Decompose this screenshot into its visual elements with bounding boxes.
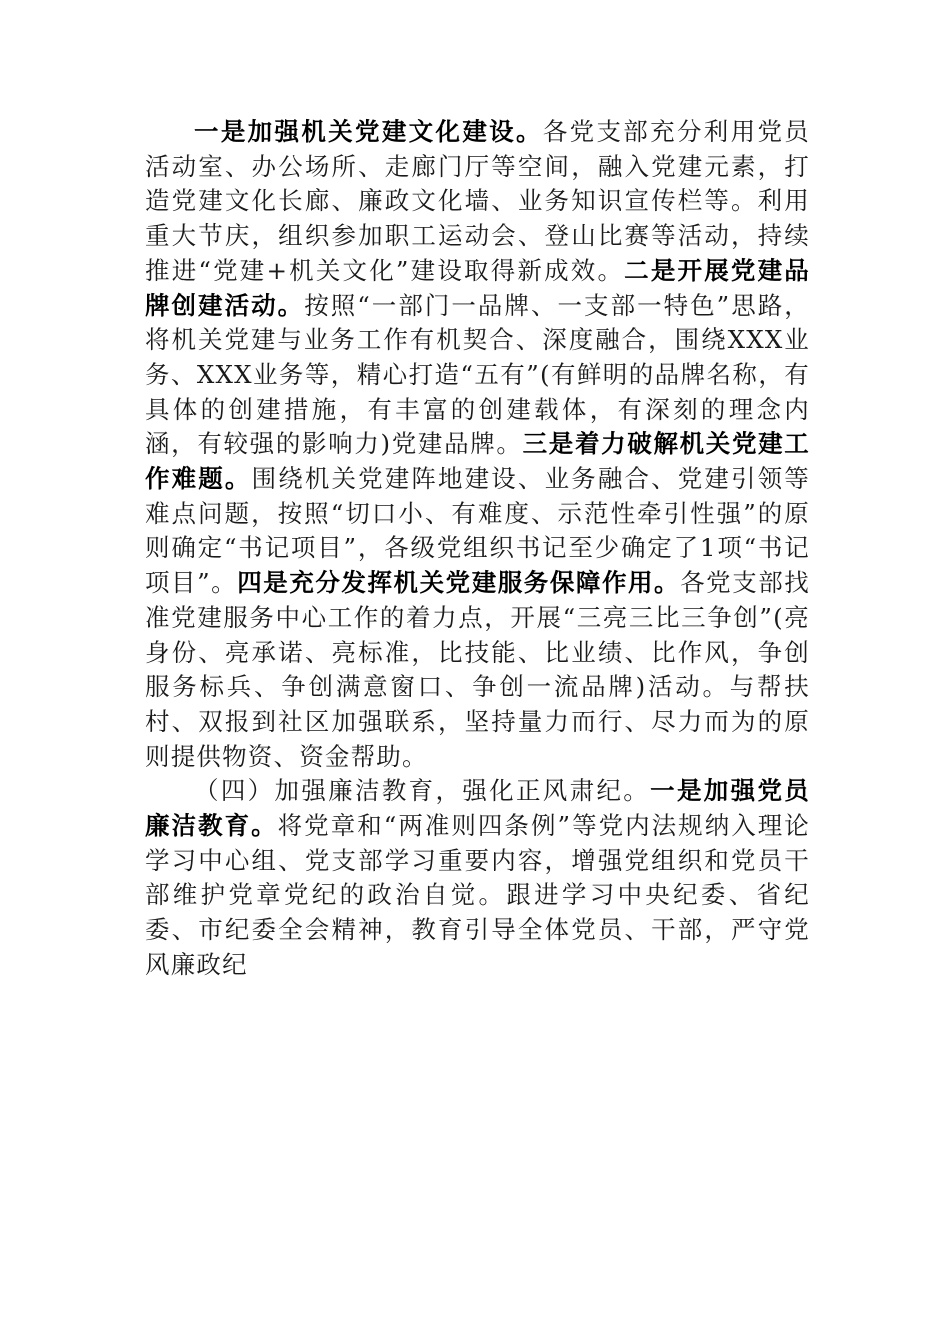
heading-brand-building: 二是开展党建品牌创建活动。: [145, 255, 810, 320]
heading-service-guarantee: 四是充分发挥机关党建服务保障作用。: [237, 568, 681, 598]
section-title-integrity: （四）加强廉洁教育，强化正风肃纪。: [194, 776, 651, 806]
body-strengthen-culture: 各党支部充分利用党员活动室、办公场所、走廊门厅等空间，融入党建元素，打造党建文化长廊、廉政文化墙、业务知识宣传栏等。利用重大节庆，组织参加职工运动会、登山比赛等活动，持续推进“党建+机关文化”建设取得新成效。: [145, 117, 810, 285]
heading-strengthen-culture: 一是加强机关党建文化建设。: [194, 117, 543, 146]
body-solve-problems: 围绕机关党建阵地建设、业务融合、党建引领等难点问题，按照“切口小、有难度、示范性牵引性强”的原则确定“书记项目”，各级党组织书记至少确定了1项“书记项目”。: [145, 464, 810, 598]
heading-solve-problems: 三是着力破解机关党建工作难题。: [145, 429, 811, 494]
body-brand-building: 按照“一部门一品牌、一支部一特色”思路，将机关党建与业务工作有机契合、深度融合，围绕XXX业务、XXX业务等，精心打造“五有”(有鲜明的品牌名称，有具体的创建措施，有丰富的创建载体，有深刻的理念内涵，有较强的影响力)党建品牌。: [145, 290, 810, 459]
body-service-guarantee: 各党支部找准党建服务中心工作的着力点，开展“三亮三比三争创”(亮身份、亮承诺、亮标准，比技能、比业绩、比作风，争创服务标兵、争创满意窗口、争创一流品牌)活动。与帮扶村、双报到社区加强联系，坚持量力而行、尽力而为的原则提供物资、资金帮助。: [145, 568, 810, 771]
heading-integrity-education: 一是加强党员廉洁教育。: [145, 776, 810, 841]
body-integrity-education: 将党章和“两准则四条例”等党内法规纳入理论学习中心组、党支部学习重要内容，增强党组织和党员干部维护党章党纪的政治自觉。跟进学习中央纪委、省纪委、市纪委全会精神，教育引导全体党员、干部，严守党风廉政纪: [145, 811, 811, 979]
paragraph-party-culture: [145, 115, 810, 774]
document-body: [145, 115, 810, 983]
paragraph-integrity-education: [145, 774, 810, 982]
